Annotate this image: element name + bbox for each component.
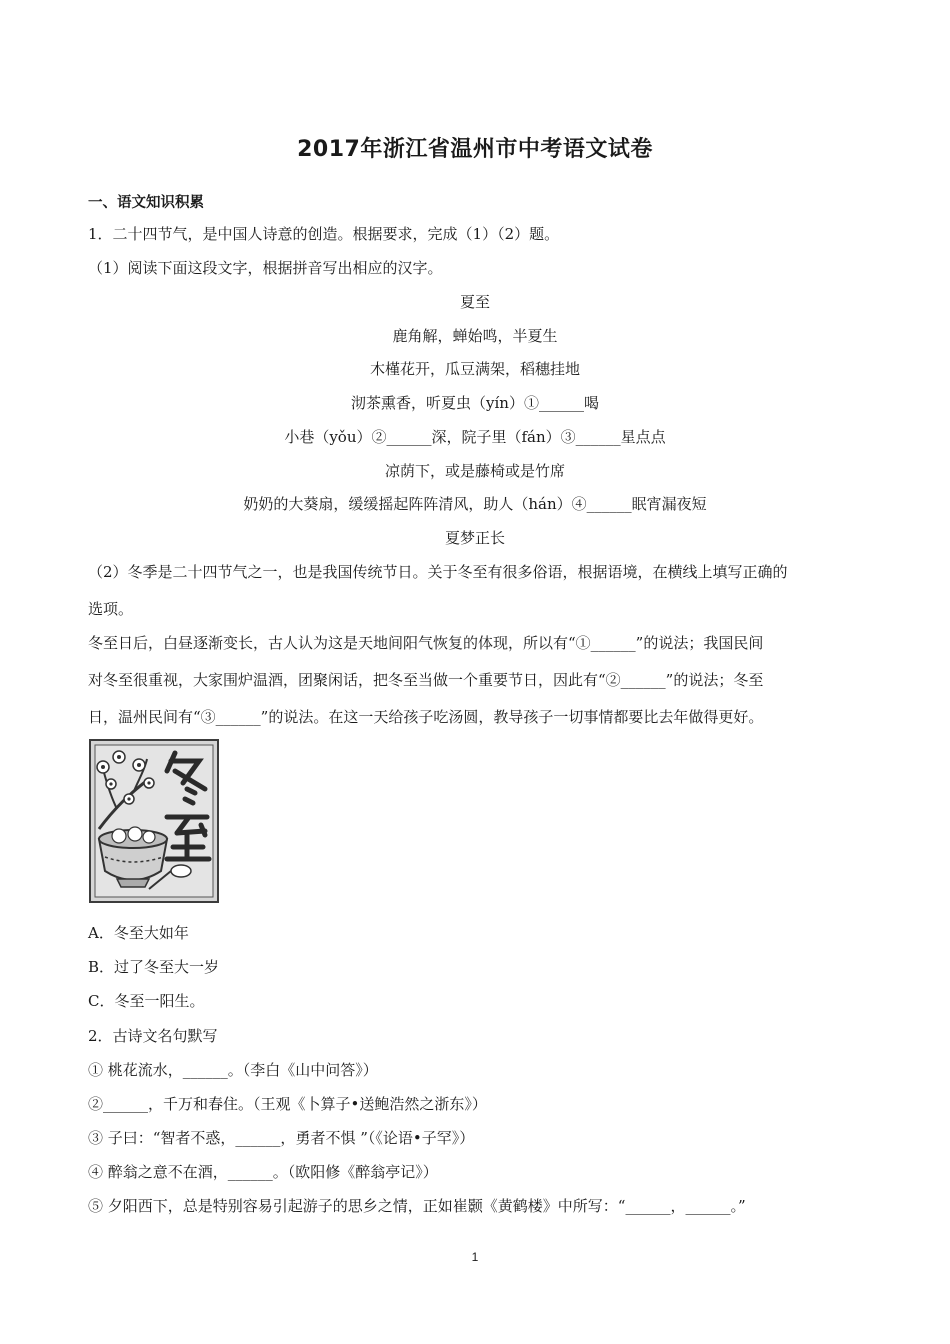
question-2-stem: 2．古诗文名句默写 (88, 1027, 218, 1045)
recitation-item: ③ 子曰：“智者不惑，______，勇者不惧 ”（《论语•子罕》） (88, 1129, 475, 1147)
paragraph-line: 日，温州民间有“③______”的说法。在这一天给孩子吃汤圆，教导孩子一切事情都要比去年做得更好。 (88, 708, 764, 726)
poem-line: 小巷（yǒu）②______深，院子里（fán）③______星点点 (284, 428, 666, 446)
option-b: B．过了冬至大一岁 (88, 958, 220, 976)
recitation-item: ⑤ 夕阳西下，总是特别容易引起游子的思乡之情，正如崔颢《黄鹤楼》中所写：“______，______。” (88, 1197, 746, 1215)
question-1-stem: 1．二十四节气，是中国人诗意的创造。根据要求，完成（1）（2）题。 (88, 225, 560, 243)
page-title: 2017年浙江省温州市中考语文试卷 (297, 137, 653, 162)
option-a: A．冬至大如年 (88, 924, 189, 942)
option-c: C．冬至一阳生。 (88, 992, 205, 1010)
winter-solstice-illustration (89, 739, 219, 903)
poem-line: 木槿花开，瓜豆满架，稻穗挂地 (369, 360, 580, 378)
poem-line: 凉荫下，或是藤椅或是竹席 (384, 462, 565, 480)
poem-line: 奶奶的大葵扇，缓缓摇起阵阵清风，助人（hán）④______眠宵漏夜短 (243, 495, 707, 513)
recitation-item: ① 桃花流水，______。（李白《山中问答》） (88, 1061, 378, 1079)
recitation-item: ②______，千万和春住。（王观《卜算子•送鲍浩然之浙东》） (88, 1095, 487, 1113)
page-number: 1 (471, 1250, 479, 1264)
recitation-item: ④ 醉翁之意不在酒，______。（欧阳修《醉翁亭记》） (88, 1163, 438, 1181)
poem-title: 夏至 (459, 293, 490, 311)
poem-line: 沏茶熏香，听夏虫（yín）①______喝 (351, 394, 599, 412)
poem-line: 夏梦正长 (444, 529, 505, 547)
question-1-part-1: （1）阅读下面这段文字，根据拼音写出相应的汉字。 (88, 259, 443, 277)
paragraph-line: 冬至日后，白昼逐渐变长，古人认为这是天地间阳气恢复的体现，所以有“①______”的说法；我国民间 (88, 634, 764, 652)
poem-line: 鹿角解，蝉始鸣，半夏生 (392, 327, 558, 345)
paragraph-line: 对冬至很重视，大家围炉温酒，团聚闲话，把冬至当做一个重要节日，因此有“②______”的说法；冬至 (88, 671, 764, 689)
section-heading: 一、语文知识积累 (88, 195, 204, 211)
question-1-part-2: （2）冬季是二十四节气之一，也是我国传统节日。关于冬至有很多俗语，根据语境，在横线上填写正确的 (88, 563, 788, 581)
question-1-part-2-cont: 选项。 (88, 600, 134, 618)
